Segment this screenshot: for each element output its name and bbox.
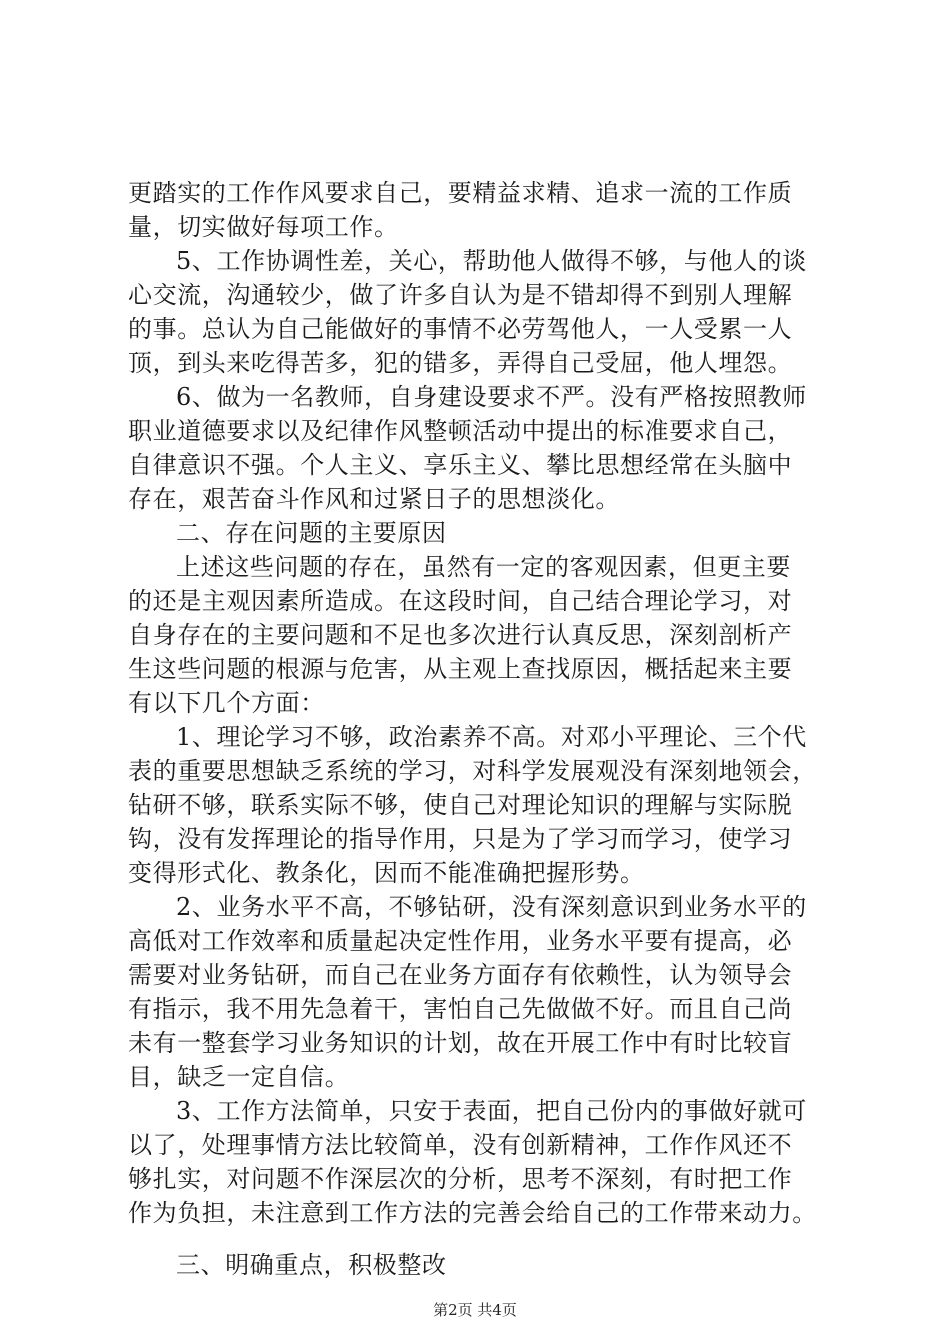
text-line: 的事。总认为自己能做好的事情不必劳驾他人，一人受累一人 [128, 315, 793, 343]
text-line: 3、工作方法简单，只安于表面，把自己份内的事做好就可 [176, 1097, 807, 1125]
text-line: 目，缺乏一定自信。 [128, 1063, 350, 1091]
section-heading: 二、存在问题的主要原因 [176, 519, 447, 547]
text-line: 上述这些问题的存在，虽然有一定的客观因素，但更主要 [176, 553, 791, 581]
text-line: 需要对业务钻研，而自己在业务方面存有依赖性，认为领导会 [128, 961, 793, 989]
section-heading: 三、明确重点，积极整改 [176, 1251, 447, 1279]
text-line: 心交流，沟通较少，做了许多自认为是不错却得不到别人理解 [128, 281, 793, 309]
text-line: 职业道德要求以及纪律作风整顿活动中提出的标准要求自己， [128, 417, 793, 445]
text-line: 的还是主观因素所造成。在这段时间，自己结合理论学习，对 [128, 587, 793, 615]
text-line: 5、工作协调性差，关心，帮助他人做得不够，与他人的谈 [176, 247, 807, 275]
text-line: 存在，艰苦奋斗作风和过紧日子的思想淡化。 [128, 485, 620, 513]
text-line: 以了，处理事情方法比较简单，没有创新精神，工作作风还不 [128, 1131, 793, 1159]
text-line: 自身存在的主要问题和不足也多次进行认真反思，深刻剖析产 [128, 621, 793, 649]
text-line: 2、业务水平不高，不够钻研，没有深刻意识到业务水平的 [176, 893, 807, 921]
text-line: 有以下几个方面： [128, 689, 325, 717]
text-line: 未有一整套学习业务知识的计划，故在开展工作中有时比较盲 [128, 1029, 793, 1057]
text-line: 1、理论学习不够，政治素养不高。对邓小平理论、三个代 [176, 723, 807, 751]
text-line: 变得形式化、教条化，因而不能准确把握形势。 [128, 859, 645, 887]
text-line: 顶，到头来吃得苦多，犯的错多，弄得自己受屈，他人埋怨。 [128, 349, 793, 377]
text-line: 生这些问题的根源与危害，从主观上查找原因，概括起来主要 [128, 655, 793, 683]
page-footer: 第2页 共4页 [433, 1301, 517, 1319]
text-line: 更踏实的工作作风要求自己，要精益求精、追求一流的工作质 [128, 179, 793, 207]
text-line: 钩，没有发挥理论的指导作用，只是为了学习而学习，使学习 [128, 825, 793, 853]
text-line: 高低对工作效率和质量起决定性作用，业务水平要有提高，必 [128, 927, 793, 955]
text-line: 量，切实做好每项工作。 [128, 213, 399, 241]
text-line: 够扎实，对问题不作深层次的分析，思考不深刻，有时把工作 [128, 1165, 793, 1193]
text-line: 自律意识不强。个人主义、享乐主义、攀比思想经常在头脑中 [128, 451, 793, 479]
text-line: 钻研不够，联系实际不够，使自己对理论知识的理解与实际脱 [128, 791, 793, 819]
text-line: 6、做为一名教师，自身建设要求不严。没有严格按照教师 [176, 383, 807, 411]
text-line: 表的重要思想缺乏系统的学习，对科学发展观没有深刻地领会， [128, 757, 817, 785]
text-line: 作为负担，未注意到工作方法的完善会给自己的工作带来动力。 [128, 1199, 817, 1227]
text-line: 有指示，我不用先急着干，害怕自己先做做不好。而且自己尚 [128, 995, 793, 1023]
